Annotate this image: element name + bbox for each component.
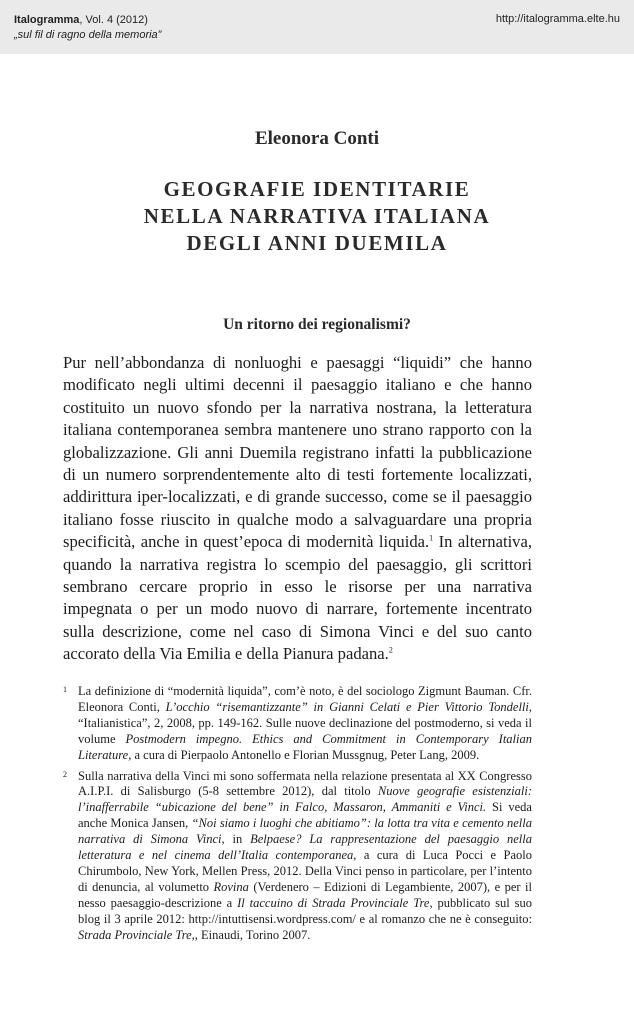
footnote-text: Rovina [213,879,249,894]
footnote-text: ,, Einaudi, Torino 2007. [191,927,311,942]
body-paragraph [63,352,532,666]
journal-url[interactable]: http://italogramma.elte.hu [495,13,620,25]
journal-name: Italogramma [14,14,80,26]
footnote-text: Belpaese? La rappresentazione del paesaggio nella letteratura e nel cinema dell’Italia contemporanea [78,832,532,863]
footnote [63,684,532,764]
footnote-ref[interactable]: 1 [429,533,434,543]
journal-volume: , Vol. 4 (2012) [79,14,148,26]
footnote-text: , pubblicato sul suo blog il 3 aprile 2012: http://intuttisensi.wordpress.com/ e al romanzo che ne è conseguito: [78,895,532,926]
section-heading: Un ritorno dei regionalismi? [223,316,411,333]
footnote-text: Il taccuino di Strada Provinciale Tre [237,895,430,910]
title-line: DEGLI ANNI DUEMILA [186,231,448,255]
footnote-text: (Verdenero – Edizioni di Legambiente, 2007), e per il nesso paesaggio-descrizione a [78,879,532,910]
body-text: In alternativa, quando la narrativa registra lo scempio del paesaggio, gli scrittori sembrano cercare proprio in esso le risorse per una narrativa impegnata o per un modo nuovo di narrare, fortemente incentrato sulla descrizione, come nel caso di Simona Vinci e del suo canto accorato della Via Emilia e della Pianura padana. [63,532,532,664]
footnote-text: Sulla narrativa della Vinci mi sono soffermata nella relazione presentata al XX Congresso A.I.P.I. di Salisburgo (5-8 settembre 2012), dal titolo [78,768,532,799]
footnote [63,769,532,944]
footnote-text: Si veda anche Monica Jansen, [78,800,532,831]
title-line: NELLA NARRATIVA ITALIANA [143,204,491,228]
footnote-text: Strada Provinciale Tre [78,927,192,942]
footnote-text: Postmodern impegno. Ethics and Commitment in Contemporary Italian Literature [78,731,533,762]
footnote-text: , “Italianistica”, 2, 2008, pp. 149-162. Sulle nuove declinazione del postmoderno, si veda il volume [78,699,533,746]
journal-motto: „sul fil di ragno della memoria” [14,29,162,41]
footnote-text: , a cura di Pierpaolo Antonello e Florian Mussgnug, Peter Lang, 2009. [128,747,480,762]
footnote-number: 1 [63,685,67,694]
footnote-number: 2 [63,769,67,779]
author-name: Eleonora Conti [254,128,380,149]
article-title [0,176,634,257]
footnote-text: L’occhio “risemantizzante” in Gianni Celati e Pier Vittorio Tondelli [165,699,529,714]
footnote-text: La definizione di “modernità liquida”, com’è noto, è del sociologo Zigmunt Bauman. Cfr. Eleonora Conti, [78,684,532,714]
footnotes [63,684,532,949]
body-text: Pur nell’abbondanza di nonluoghi e paesaggi “liquidi” che hanno modificato negli ultimi decenni il paesaggio italiano e che hanno costituito un nuovo sfondo per la narrativa nostrana, la letteratura italiana contemporanea sembra mantenere uno strano rapporto con la globalizzazione. Gli anni Duemila registrano infatti la pubblicazione di un numero sorprendentemente alto di testi fortemente localizzati, addirittura iper-localizzati, e di grande successo, come se il paesaggio italiano fosse riuscito in qualche modo a salvaguardare una propria specificità, anche in quest’epoca di modernità liquida. [63,353,532,552]
page-header [0,0,634,54]
footnote-ref[interactable]: 2 [388,645,393,655]
title-line: GEOGRAFIE IDENTITARIE [163,177,471,201]
footnote-text: “Noi siamo i luoghi che abitiamo”: la lotta tra vita e cemento nella narrativa di Simona Vinci, [78,816,532,847]
footnote-text: in [224,832,251,847]
journal-info [14,13,161,43]
footnote-text: Nuove geografie esistenziali: l’inafferrabile “ubicazione del bene” in Falco, Massaron, Ammaniti e Vinci. [78,784,532,815]
footnote-text: , a cura di Luca Pocci e Paolo Chirumbolo, New York, Mellen Press, 2012. Della Vinci penso in particolare, per l’intento di denuncia, al volumetto [78,848,532,894]
